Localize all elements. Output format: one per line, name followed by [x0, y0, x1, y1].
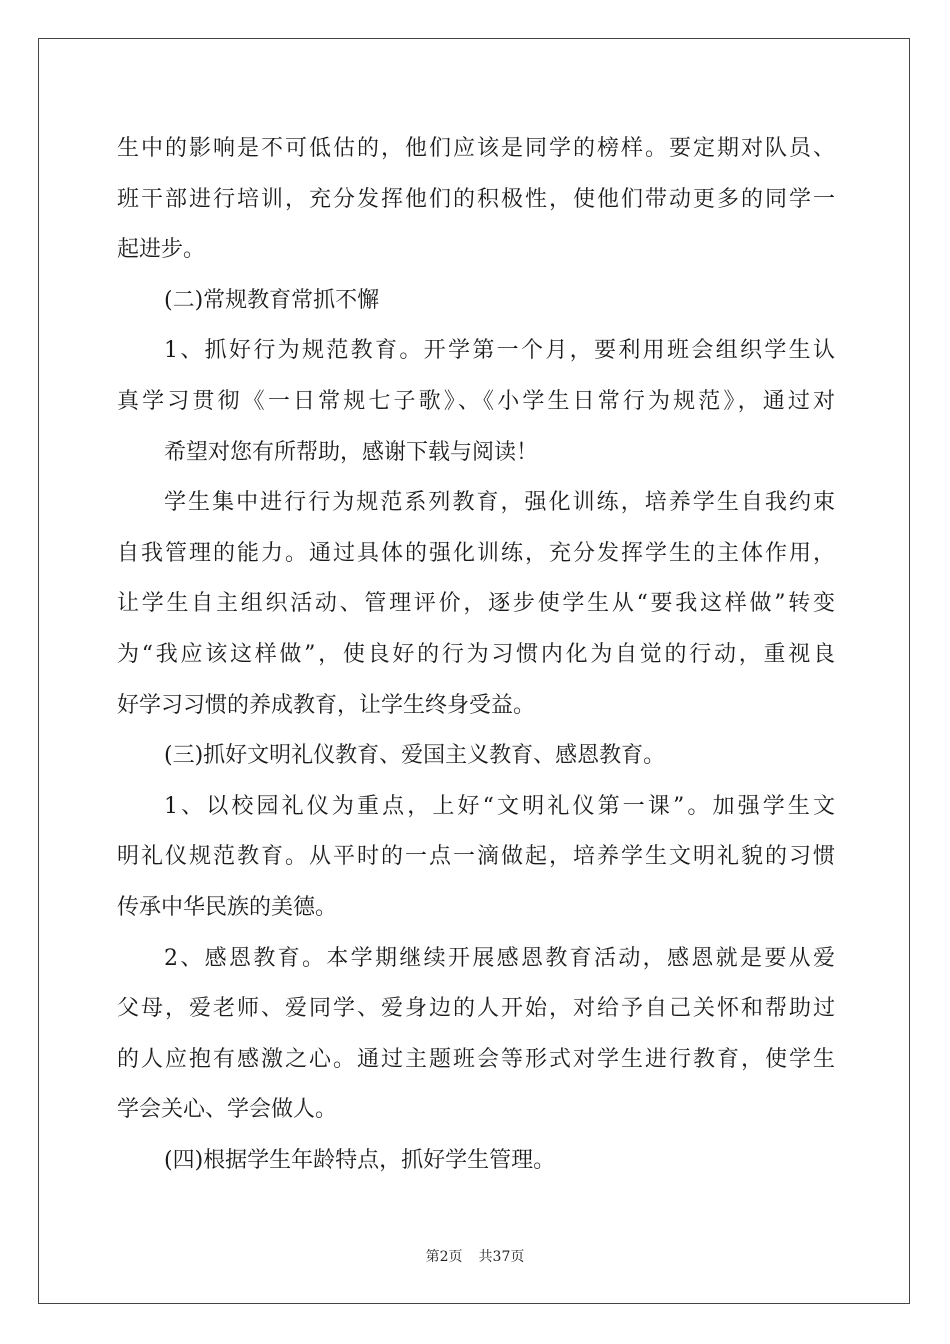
text-line: 1、抓好行为规范教育。开学第一个月，要利用班会组织学生认	[164, 338, 835, 364]
text-line: 班干部进行培训，充分发挥他们的积极性，使他们带动更多的同学一	[117, 186, 835, 212]
text-line: 1、以校园礼仪为重点，上好“文明礼仪第一课”。加强学生文	[164, 793, 835, 819]
text-line: 父母，爱老师、爱同学、爱身边的人开始，对给予自己关怀和帮助过	[117, 996, 835, 1022]
text-line: 传承中华民族的美德。	[117, 894, 338, 920]
download-note: 希望对您有所帮助，感谢下载与阅读！	[164, 439, 539, 465]
text-line: 让学生自主组织活动、管理评价，逐步使学生从“要我这样做”转变	[117, 591, 835, 617]
section-heading: (四)根据学生年龄特点，抓好学生管理。	[164, 1147, 556, 1173]
page-number: 第2页	[425, 1249, 463, 1265]
text-line: 为“我应该这样做”，使良好的行为习惯内化为自觉的行动，重视良	[117, 641, 835, 667]
text-line: 明礼仪规范教育。从平时的一点一滴做起，培养学生文明礼貌的习惯	[117, 844, 835, 870]
document-body	[117, 124, 835, 1186]
text-line: 生中的影响是不可低估的，他们应该是同学的榜样。要定期对队员、	[117, 136, 835, 161]
text-line: 起进步。	[117, 237, 206, 263]
text-line: 学会关心、学会做人。	[117, 1097, 338, 1123]
section-heading: (二)常规教育常抓不懈	[164, 287, 380, 313]
section-heading: (三)抓好文明礼仪教育、爱国主义教育、感恩教育。	[164, 743, 666, 769]
text-line: 的人应抱有感激之心。通过主题班会等形式对学生进行教育，使学生	[117, 1046, 835, 1072]
text-line: 好学习习惯的养成教育，让学生终身受益。	[117, 692, 536, 718]
text-line: 真学习贯彻《一日常规七子歌》、《小学生日常行为规范》，通过对	[117, 388, 835, 414]
page-total: 共37页	[478, 1249, 525, 1265]
text-line: 自我管理的能力。通过具体的强化训练，充分发挥学生的主体作用，	[117, 540, 835, 566]
text-line: 学生集中进行行为规范系列教育，强化训练，培养学生自我约束	[164, 490, 835, 516]
page-footer	[0, 1246, 950, 1266]
text-line: 2、感恩教育。本学期继续开展感恩教育活动，感恩就是要从爱	[164, 945, 835, 971]
